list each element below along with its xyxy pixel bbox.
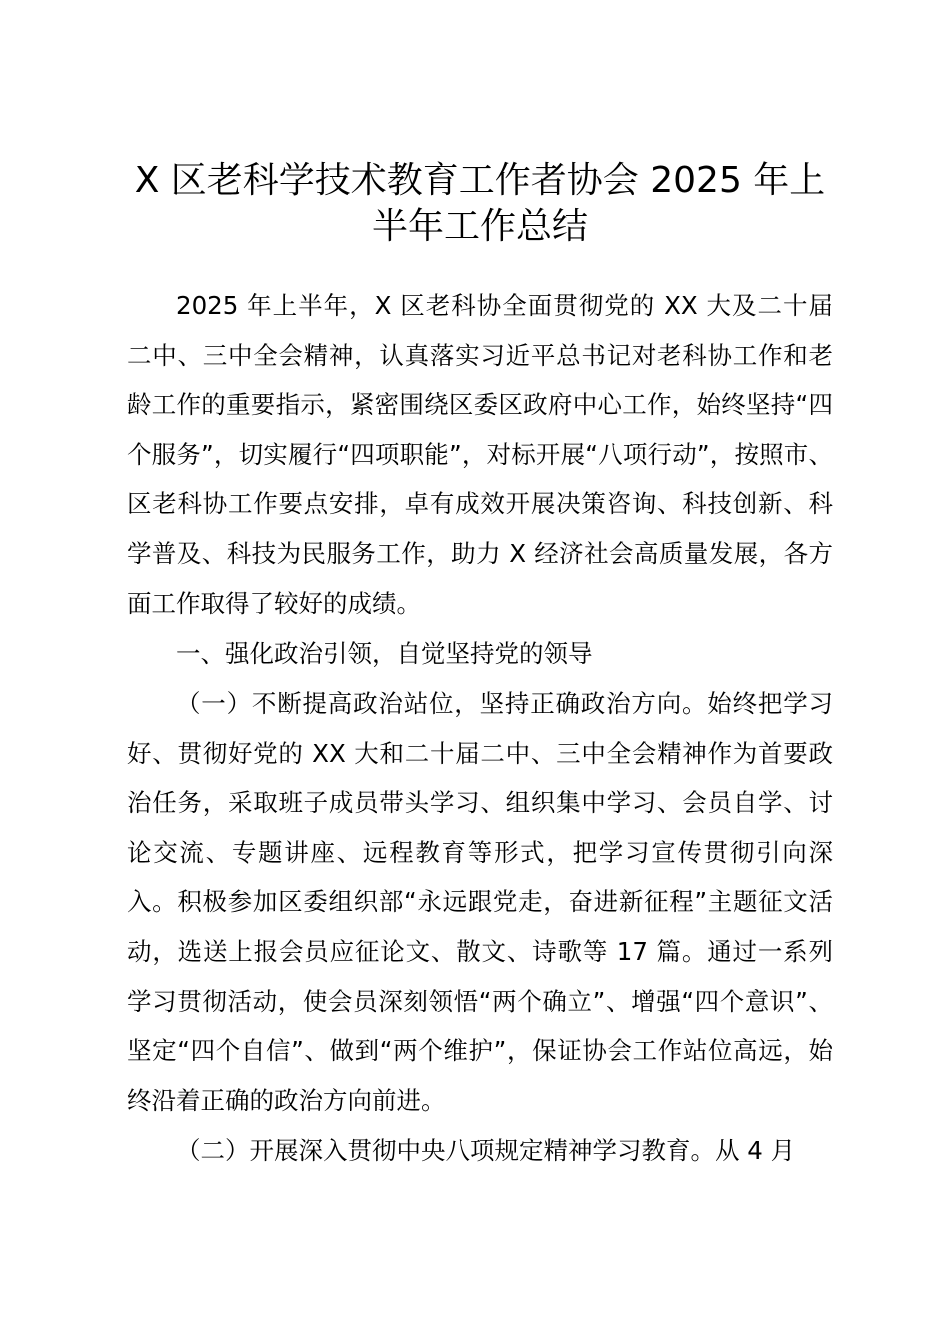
document-title: X 区老科学技术教育工作者协会 2025 年上半年工作总结 bbox=[134, 160, 826, 247]
section-item-paragraph: （一）不断提高政治站位，坚持正确政治方向。始终把学习好、贯彻好党的 XX 大和二十届二中、三中全会精神作为首要政治任务，采取班子成员带头学习、组织集中学习、会员自学、讨论交流、专题讲座、远程教育等形式，把学习宣传贯彻引向深入。积极参加区委组织部“永远跟党走，奋进新征程”主题征文活动，选送上报会员应征论文、散文、诗歌等 17 篇。通过一系列学习贯彻活动，使会员深刻领悟“两个确立”、增强“四个意识”、坚定“四个自信”、做到“两个维护”，保证协会工作站位高远，始终沿着正确的政治方向前进。 bbox=[127, 689, 833, 1115]
section-heading: 一、强化政治引领，自觉坚持党的领导 bbox=[176, 639, 593, 668]
intro-paragraph: 2025 年上半年，X 区老科协全面贯彻党的 XX 大及二十届二中、三中全会精神，认真落实习近平总书记对老科协工作和老龄工作的重要指示，紧密围绕区委区政府中心工作，始终坚持“四个服务”，切实履行“四项职能”，对标开展“八项行动”，按照市、区老科协工作要点安排，卓有成效开展决策咨询、科技创新、科学普及、科技为民服务工作，助力 X 经济社会高质量发展，各方面工作取得了较好的成绩。 bbox=[127, 291, 833, 618]
section-item-paragraph: （二）开展深入贯彻中央八项规定精神学习教育。从 4 月 bbox=[176, 1136, 796, 1165]
